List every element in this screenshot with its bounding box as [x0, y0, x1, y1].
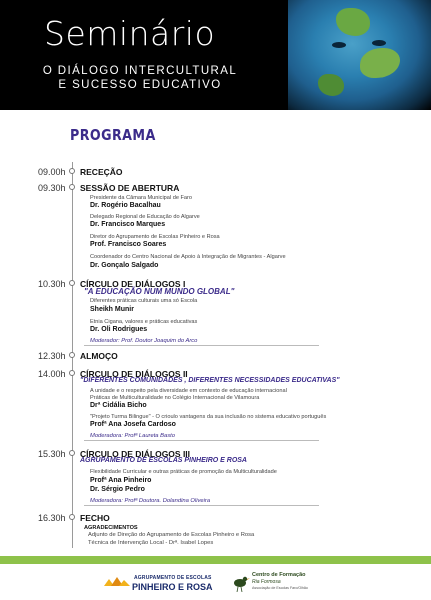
- speaker-name: Dr. Rogério Bacalhau: [90, 202, 161, 209]
- speaker-name: Dr. Oli Rodrigues: [90, 326, 148, 333]
- face-eye: [332, 42, 346, 48]
- timeline-dot: [69, 514, 75, 520]
- moderator-line: Moderadora: Profª Laureta Basto: [90, 433, 175, 439]
- timeline-dot: [69, 280, 75, 286]
- role-line: Delegado Regional de Educação do Algarve: [90, 214, 200, 220]
- speaker-name: Drª Cidália Bicho: [90, 402, 147, 409]
- divider: [84, 345, 319, 346]
- talk-line: Práticas de Multiculturalidade no Colégio Internacional de Vilamoura: [90, 395, 260, 401]
- timeline-dot: [69, 184, 75, 190]
- time-label: 10.30h: [38, 279, 66, 289]
- timeline-dot: [69, 352, 75, 358]
- bird-icon: [230, 572, 250, 592]
- section-title: CÍRCULO DE DIÁLOGOS III: [80, 449, 191, 459]
- talk-line: A unidade e o respeito pela diversidade em contexto de educação internacional: [90, 388, 287, 394]
- role-line: Diretor do Agrupamento de Escolas Pinheiro e Rosa: [90, 234, 220, 240]
- talk-line: Diferentes práticas culturais uma só Escola: [90, 298, 198, 304]
- time-label: 12.30h: [38, 351, 66, 361]
- speaker-name: Profª Ana Josefa Cardoso: [90, 421, 176, 428]
- time-label: 09.30h: [38, 183, 66, 193]
- role-line: Coordenador do Centro Nacional de Apoio à Integração de Migrantes - Algarve: [90, 254, 286, 260]
- timeline-dot: [69, 450, 75, 456]
- timeline-dot: [69, 168, 75, 174]
- programa-heading: PROGRAMA: [70, 126, 156, 144]
- seminar-subtitle: [40, 64, 240, 92]
- logo-text-line-2: Ria Formosa: [252, 579, 281, 585]
- role-line: Presidente da Câmara Municipal de Faro: [90, 195, 192, 201]
- seminar-title: Seminário: [44, 14, 216, 53]
- speaker-name: Sheikh Munir: [90, 306, 134, 313]
- agrupamento-logo: [104, 572, 213, 594]
- thanks-line: Adjunto de Direção do Agrupamento de Escolas Pinheiro e Rosa: [88, 532, 255, 538]
- section-title: CÍRCULO DE DIÁLOGOS I: [80, 279, 186, 289]
- section-subtitle: AGRUPAMENTO DE ESCOLAS PINHEIRO E ROSA: [80, 457, 247, 464]
- talk-line: Flexibilidade Curricular e outras práticas de promoção da Multiculturalidade: [90, 469, 277, 475]
- houses-icon: [104, 576, 130, 586]
- thanks-line: Técnica de Intervenção Local - Drª. Isabel Lopes: [88, 540, 214, 546]
- section-title: RECEÇÃO: [80, 167, 123, 177]
- moderator-line: Moderadora: Profª Doutora. Dolandina Oliveira: [90, 498, 211, 504]
- time-label: 09.00h: [38, 167, 66, 177]
- subtitle-line-2: E SUCESSO EDUCATIVO: [58, 79, 222, 91]
- moderator-line: Moderador: Prof. Doutor Joaquim do Arco: [90, 338, 198, 344]
- section-title: CÍRCULO DE DIÁLOGOS II: [80, 369, 188, 379]
- speaker-name: Prof. Francisco Soares: [90, 241, 167, 248]
- speaker-name: Dr. Sérgio Pedro: [90, 486, 145, 493]
- speaker-name: Dr. Gonçalo Salgado: [90, 262, 159, 269]
- time-label: 15.30h: [38, 449, 66, 459]
- divider: [84, 440, 319, 441]
- section-title: FECHO: [80, 513, 110, 523]
- header-banner: [0, 0, 431, 110]
- talk-line: "Projeto Turma Bilingue" - O crioulo vantagens da sua inclusão no sistema educativo português: [90, 414, 327, 420]
- logo-text-line-1: Centro de Formação: [252, 572, 306, 578]
- section-subtitle: "DIFERENTES COMUNIDADES , DIFERENTES NECESSIDADES EDUCATIVAS": [80, 377, 340, 384]
- talk-line: Etnia Cigana, valores e práticas educativas: [90, 319, 198, 325]
- time-label: 16.30h: [38, 513, 66, 523]
- green-footer-bar: [0, 556, 431, 564]
- face-eye: [372, 40, 386, 46]
- subtitle-line-1: O DIÁLOGO INTERCULTURAL: [42, 65, 238, 77]
- speaker-name: Profª Ana Pinheiro: [90, 477, 152, 484]
- logo-text-line-1: AGRUPAMENTO DE ESCOLAS: [134, 575, 212, 581]
- speaker-name: Dr. Francisco Marques: [90, 221, 166, 228]
- logo-text-line-2: PINHEIRO E ROSA: [132, 582, 213, 592]
- timeline-dot: [69, 370, 75, 376]
- acknowledgements-heading: AGRADECIMENTOS: [84, 525, 138, 531]
- section-title: ALMOÇO: [80, 351, 118, 361]
- centro-formacao-logo: [230, 570, 310, 594]
- section-title: SESSÃO DE ABERTURA: [80, 183, 180, 193]
- time-label: 14.00h: [38, 369, 66, 379]
- divider: [84, 505, 319, 506]
- section-subtitle: "A EDUCAÇÃO NUM MUNDO GLOBAL": [84, 287, 235, 296]
- logo-text-line-3: Associação de Escolas Faro/Olhão: [252, 586, 308, 590]
- globe-land-shape: [318, 74, 344, 96]
